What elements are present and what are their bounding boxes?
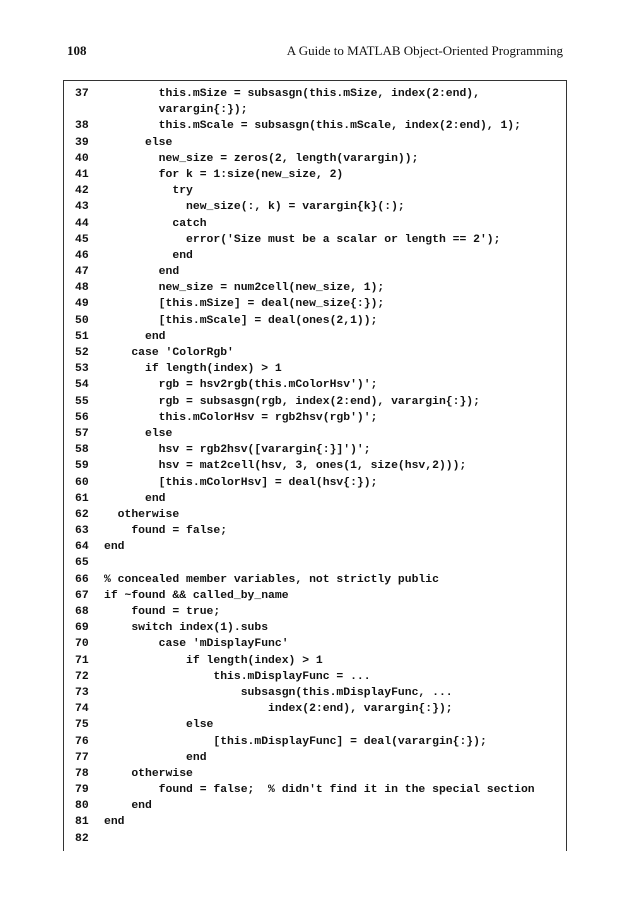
line-text: found = false; <box>104 525 228 538</box>
line-text: new_size = zeros(2, length(varargin)); <box>104 152 419 165</box>
line-text: subsasgn(this.mDisplayFunc, ... <box>104 686 453 699</box>
code-line <box>75 264 565 280</box>
line-number: 66 <box>75 573 89 586</box>
line-text: try <box>104 185 193 198</box>
code-line <box>75 361 565 377</box>
line-number: 59 <box>75 460 89 473</box>
code-line <box>75 216 565 232</box>
line-number: 82 <box>75 832 89 845</box>
code-line <box>75 523 565 539</box>
line-text: % concealed member variables, not strictly public <box>104 573 439 586</box>
line-number: 64 <box>75 541 89 554</box>
code-line <box>75 102 565 118</box>
line-text: if length(index) > 1 <box>104 654 323 667</box>
line-text: catch <box>104 217 207 230</box>
line-number: 58 <box>75 444 89 457</box>
line-text: this.mSize = subsasgn(this.mSize, index(2:end), <box>104 88 480 100</box>
line-number: 62 <box>75 508 89 521</box>
line-number: 73 <box>75 686 89 699</box>
code-line <box>75 426 565 442</box>
line-number: 67 <box>75 589 89 602</box>
line-text: [this.mColorHsv] = deal(hsv{:}); <box>104 476 378 489</box>
code-line <box>75 86 565 102</box>
line-number: 39 <box>75 136 89 149</box>
code-line <box>75 442 565 458</box>
line-text: rgb = subsasgn(rgb, index(2:end), varargin{:}); <box>104 395 480 408</box>
code-line <box>75 118 565 134</box>
code-line <box>75 345 565 361</box>
line-text: else <box>104 136 173 149</box>
line-text: otherwise <box>104 767 193 780</box>
line-text: [this.mDisplayFunc] = deal(varargin{:}); <box>104 735 487 748</box>
line-text: varargin{:}); <box>104 104 248 117</box>
line-text: end <box>104 492 166 505</box>
code-line <box>75 636 565 652</box>
line-number: 75 <box>75 719 89 732</box>
code-line <box>75 313 565 329</box>
code-line <box>75 782 565 798</box>
line-text: this.mColorHsv = rgb2hsv(rgb')'; <box>104 411 378 424</box>
code-line <box>75 620 565 636</box>
code-line <box>75 475 565 491</box>
code-line <box>75 717 565 733</box>
line-number: 43 <box>75 201 89 214</box>
line-number: 68 <box>75 606 89 618</box>
line-number: 50 <box>75 314 89 327</box>
line-number: 55 <box>75 395 89 408</box>
line-number: 38 <box>75 120 89 133</box>
code-listing <box>75 86 565 847</box>
line-number: 54 <box>75 379 89 392</box>
line-text: for k = 1:size(new_size, 2) <box>104 168 344 181</box>
line-number: 51 <box>75 330 89 343</box>
code-line <box>75 135 565 151</box>
line-number: 46 <box>75 249 89 262</box>
code-line <box>75 766 565 782</box>
code-line <box>75 280 565 296</box>
line-number: 61 <box>75 492 89 505</box>
code-line <box>75 377 565 393</box>
code-line <box>75 539 565 555</box>
line-number: 74 <box>75 703 89 716</box>
line-text: case 'mDisplayFunc' <box>104 638 289 651</box>
line-text: end <box>104 751 207 764</box>
code-line <box>75 458 565 474</box>
line-text: [this.mSize] = deal(new_size{:}); <box>104 298 385 311</box>
code-line <box>75 555 565 571</box>
page-header <box>67 43 563 63</box>
code-line <box>75 507 565 523</box>
line-text: rgb = hsv2rgb(this.mColorHsv')'; <box>104 379 378 392</box>
line-text: if length(index) > 1 <box>104 363 282 376</box>
running-title: A Guide to MATLAB Object-Oriented Programming <box>286 43 563 58</box>
code-line <box>75 232 565 248</box>
line-number: 37 <box>75 88 89 100</box>
line-text: else <box>104 719 214 732</box>
line-number: 60 <box>75 476 89 489</box>
code-line <box>75 394 565 410</box>
line-text: end <box>104 816 125 829</box>
code-line <box>75 604 565 620</box>
line-number: 42 <box>75 185 89 198</box>
line-text: new_size(:, k) = varargin{k}(:); <box>104 201 405 214</box>
code-line <box>75 669 565 685</box>
line-number: 53 <box>75 363 89 376</box>
code-line <box>75 734 565 750</box>
line-text: end <box>104 249 193 262</box>
code-line <box>75 329 565 345</box>
code-line <box>75 296 565 312</box>
line-text: error('Size must be a scalar or length == 2'); <box>104 233 501 246</box>
page-number: 108 <box>67 43 87 58</box>
line-number: 45 <box>75 233 89 246</box>
line-text: otherwise <box>104 508 180 521</box>
line-number: 69 <box>75 622 89 635</box>
line-number: 79 <box>75 784 89 797</box>
line-text: end <box>104 800 152 813</box>
line-number: 40 <box>75 152 89 165</box>
code-line <box>75 653 565 669</box>
code-line <box>75 410 565 426</box>
line-text: end <box>104 330 166 343</box>
line-number: 65 <box>75 557 89 570</box>
line-text: if ~found && called_by_name <box>104 589 289 602</box>
line-number: 77 <box>75 751 89 764</box>
line-text: end <box>104 266 180 279</box>
line-text: [this.mScale] = deal(ones(2,1)); <box>104 314 378 327</box>
line-number: 81 <box>75 816 89 829</box>
code-line <box>75 701 565 717</box>
line-text: hsv = mat2cell(hsv, 3, ones(1, size(hsv,2))); <box>104 460 467 473</box>
line-text: found = true; <box>104 606 221 618</box>
line-text: this.mScale = subsasgn(this.mScale, index(2:end), 1); <box>104 120 521 133</box>
code-line <box>75 588 565 604</box>
code-line <box>75 831 565 847</box>
line-number: 71 <box>75 654 89 667</box>
code-line <box>75 750 565 766</box>
line-number: 70 <box>75 638 89 651</box>
line-number: 78 <box>75 767 89 780</box>
line-number: 44 <box>75 217 89 230</box>
code-line <box>75 199 565 215</box>
line-text: case 'ColorRgb' <box>104 347 234 359</box>
line-number: 56 <box>75 411 89 424</box>
code-line <box>75 685 565 701</box>
line-text: this.mDisplayFunc = ... <box>104 670 371 683</box>
code-line <box>75 183 565 199</box>
line-text: hsv = rgb2hsv([varargin{:}]')'; <box>104 444 371 457</box>
line-text: end <box>104 541 125 554</box>
line-number: 57 <box>75 427 89 440</box>
code-line <box>75 248 565 264</box>
code-line <box>75 167 565 183</box>
code-line <box>75 798 565 814</box>
line-text: switch index(1).subs <box>104 622 269 635</box>
line-number: 63 <box>75 525 89 538</box>
code-line <box>75 151 565 167</box>
line-text: new_size = num2cell(new_size, 1); <box>104 282 385 295</box>
line-text: found = false; % didn't find it in the special section <box>104 784 535 797</box>
line-number: 52 <box>75 347 89 359</box>
line-text: index(2:end), varargin{:}); <box>104 703 453 716</box>
line-number: 80 <box>75 800 89 813</box>
line-number: 48 <box>75 282 89 295</box>
line-number: 47 <box>75 266 89 279</box>
line-number: 72 <box>75 670 89 683</box>
code-line <box>75 491 565 507</box>
code-line <box>75 814 565 830</box>
line-number: 76 <box>75 735 89 748</box>
line-number: 41 <box>75 168 89 181</box>
line-text: else <box>104 427 173 440</box>
line-number: 49 <box>75 298 89 311</box>
code-line <box>75 572 565 588</box>
